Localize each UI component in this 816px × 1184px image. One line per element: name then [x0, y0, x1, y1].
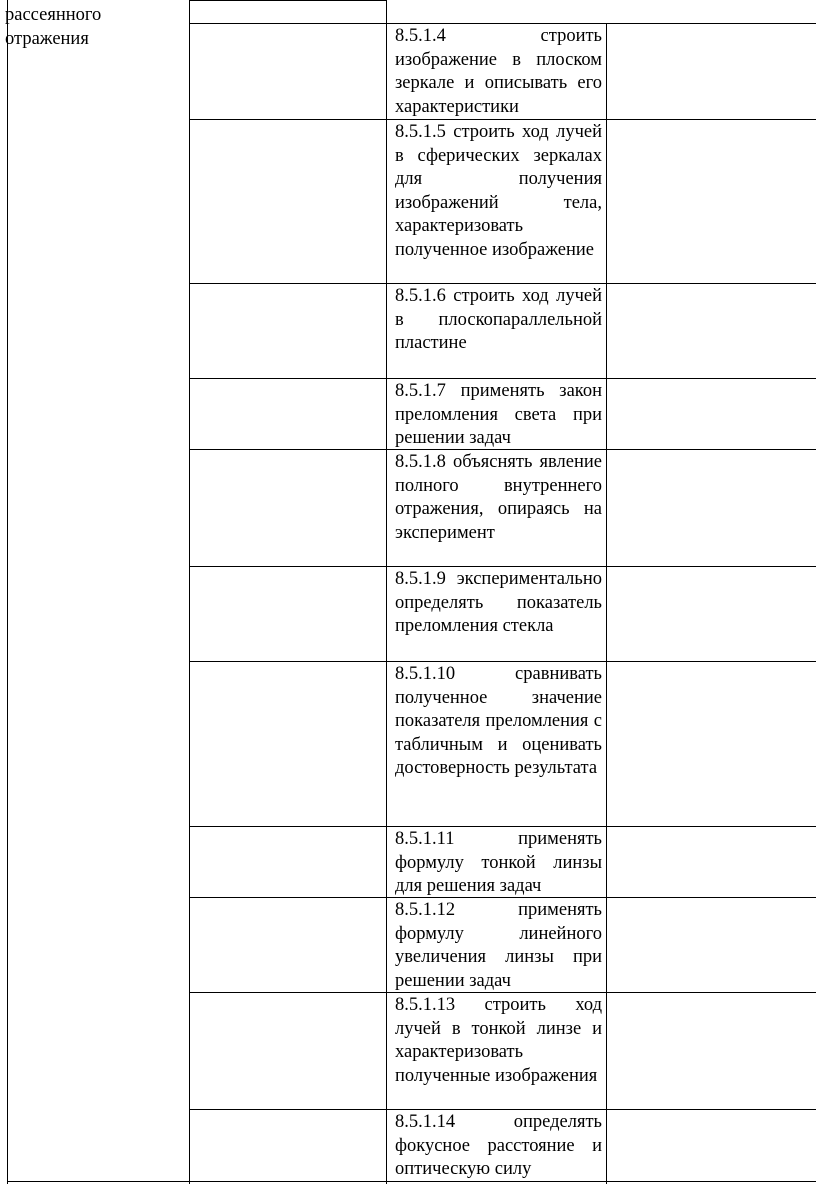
objective-8-5-1-4: 8.5.1.4 строить изображение в плоском зеркале и описывать его характеристики [395, 26, 602, 117]
objective-8-5-1-9: 8.5.1.9 экспериментально определять показатель преломления стекла [395, 569, 602, 637]
row-border-10 [189, 1109, 816, 1110]
objective-8-5-1-12: 8.5.1.12 применять формулу линейного увеличения линзы при решении задач [395, 900, 602, 991]
row-border-7 [189, 826, 816, 827]
topic-cell: рассеянного отражения [5, 5, 102, 49]
objective-8-5-1-5: 8.5.1.5 строить ход лучей в сферических зеркалах для получения изображений тела, характеризовать полученное изображение [395, 122, 602, 260]
objective-8-5-1-8: 8.5.1.8 объяснять явление полного внутреннего отражения, опираясь на эксперимент [395, 452, 602, 543]
row-border-6 [189, 661, 816, 662]
objective-8-5-1-10: 8.5.1.10 сравнивать полученное значение показателя преломления с табличным и оценивать достоверность результата [395, 664, 602, 779]
objective-8-5-1-11: 8.5.1.11 применять формулу тонкой линзы для решения задач [395, 829, 602, 897]
table-border-col1-col2 [189, 0, 190, 1184]
row-border-5 [189, 566, 816, 567]
objective-8-5-1-13: 8.5.1.13 строить ход лучей в тонкой линзе и характеризовать полученные изображения [395, 995, 602, 1086]
row-border-3 [189, 378, 816, 379]
table-border-col3-col4 [606, 23, 607, 1184]
table-border-left [7, 0, 8, 1184]
row-border-0 [189, 23, 816, 24]
row-border-2 [189, 283, 816, 284]
objective-8-5-1-14: 8.5.1.14 определять фокусное расстояние и оптическую силу [395, 1112, 602, 1180]
row-border-top-short [189, 0, 387, 1]
objective-8-5-1-7: 8.5.1.7 применять закон преломления света при решении задач [395, 381, 602, 449]
objective-8-5-1-6: 8.5.1.6 строить ход лучей в плоскопараллельной пластине [395, 286, 602, 354]
table-border-col2-col3 [386, 0, 387, 1184]
